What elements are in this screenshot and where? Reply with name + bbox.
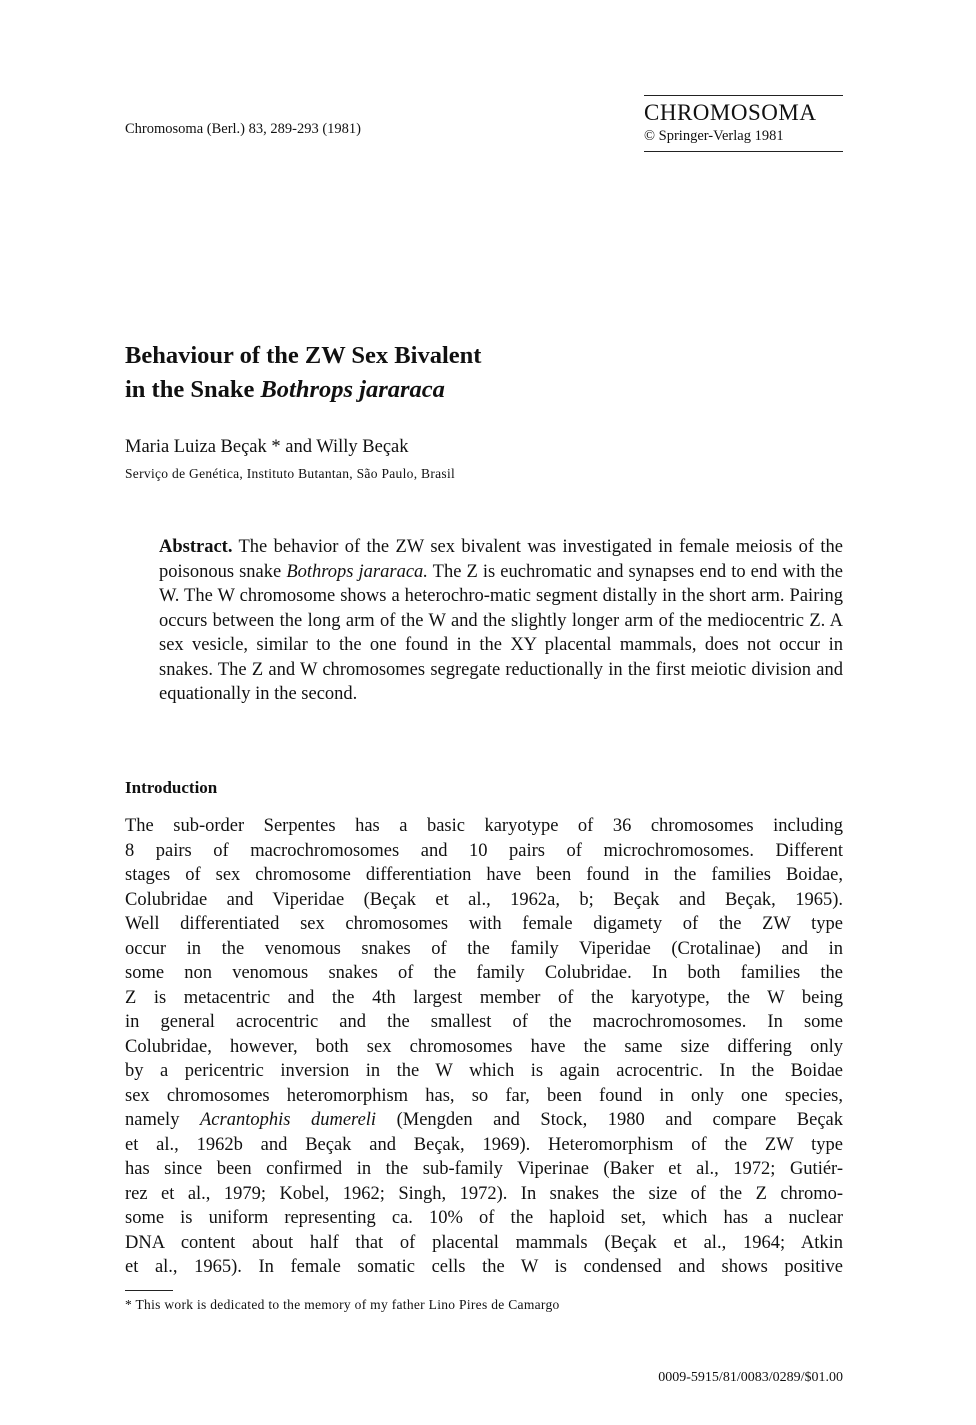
intro-line: some is uniform representing ca. 10% of the haploid set, which has a nuclear <box>125 1208 843 1228</box>
intro-line: 8 pairs of macrochromosomes and 10 pairs of microchromosomes. Different <box>125 840 843 861</box>
intro-line: Colubridae, however, both sex chromosomes have the same size differing only <box>125 1036 843 1057</box>
intro-line: sex chromosomes heteromorphism has, so far, been found in only one species, <box>125 1085 843 1106</box>
footnote-rule <box>125 1290 173 1291</box>
journal-masthead <box>644 95 843 152</box>
article-code: 0009-5915/81/0083/0289/$01.00 <box>658 1370 843 1385</box>
journal-citation: Chromosoma (Berl.) 83, 289-293 (1981) <box>125 121 361 137</box>
intro-line: has since been confirmed in the sub-family Viperinae (Baker et al., 1972; Gutiér- <box>125 1159 843 1179</box>
intro-line: in general acrocentric and the smallest of the macrochromosomes. In some <box>125 1012 843 1032</box>
publisher-copyright: © Springer-Verlag 1981 <box>644 128 784 144</box>
intro-line: DNA content about half that of placental mammals (Beçak et al., 1964; Atkin <box>125 1232 843 1253</box>
footnote: * This work is dedicated to the memory of my father Lino Pires de Camargo <box>125 1297 560 1312</box>
intro-line-13-prefix: namely <box>125 1110 200 1130</box>
masthead-top-rule <box>644 95 843 96</box>
intro-line: Well differentiated sex chromosomes with female digamety of the ZW type <box>125 914 843 934</box>
intro-line: Z is metacentric and the 4th largest member of the karyotype, the W being <box>125 987 843 1008</box>
title-line-1: Behaviour of the ZW Sex Bivalent <box>125 342 482 369</box>
abstract <box>159 535 843 707</box>
masthead-bottom-rule <box>644 151 843 152</box>
intro-species: Acrantophis dumereli <box>200 1110 377 1130</box>
title-line-2-prefix: in the Snake <box>125 376 261 403</box>
abstract-species: Bothrops jararaca. <box>286 561 428 582</box>
intro-line: et al., 1965). In female somatic cells the W is condensed and shows positive <box>125 1257 843 1277</box>
introduction-body <box>125 814 843 1280</box>
intro-line-13-suffix: (Mengden and Stock, 1980 and compare Beçak <box>376 1110 843 1130</box>
introduction-heading: Introduction <box>125 778 218 797</box>
intro-line: rez et al., 1979; Kobel, 1962; Singh, 1972). In snakes the size of the Z chromo- <box>125 1183 843 1204</box>
journal-name: CHROMOSOMA <box>644 100 817 125</box>
abstract-label: Abstract. <box>159 537 233 557</box>
affiliation: Serviço de Genética, Instituto Butantan, São Paulo, Brasil <box>125 466 456 481</box>
abstract-text-1: The behavior of the ZW sex bivalent was investigated in female meiosis of the poisonous snake <box>159 537 843 582</box>
title-species: Bothrops jararaca <box>260 376 445 403</box>
intro-line: some non venomous snakes of the family Colubridae. In both families the <box>125 963 843 983</box>
intro-line: Colubridae and Viperidae (Beçak et al., 1962a, b; Beçak and Beçak, 1965). <box>125 889 843 910</box>
intro-line: et al., 1962b and Beçak and Beçak, 1969). Heteromorphism of the ZW type <box>125 1134 843 1155</box>
intro-line: occur in the venomous snakes of the family Viperidae (Crotalinae) and in <box>125 938 843 959</box>
intro-line: The sub-order Serpentes has a basic karyotype of 36 chromosomes including <box>125 816 843 836</box>
title-line-2 <box>125 373 481 407</box>
abstract-text-2: The Z is euchromatic and synapses end to end with the W. The W chromosome shows a heterochro-matic segment distally in the short arm. Pairing occurs between the long arm of the W and the slightly longer arm of the mediocentric Z. A sex vesicle, similar to the one found in the XY placental mammals, does not occur in snakes. The Z and W chromosomes segregate reductionally in the first meiotic division and equationally in the second. <box>159 561 843 704</box>
intro-line-species <box>125 1108 843 1133</box>
paper-title <box>125 339 481 407</box>
authors: Maria Luiza Beçak * and Willy Beçak <box>125 437 409 457</box>
intro-line: stages of sex chromosome differentiation have been found in the families Boidae, <box>125 865 843 885</box>
intro-line: by a pericentric inversion in the W which is again acrocentric. In the Boidae <box>125 1061 843 1081</box>
